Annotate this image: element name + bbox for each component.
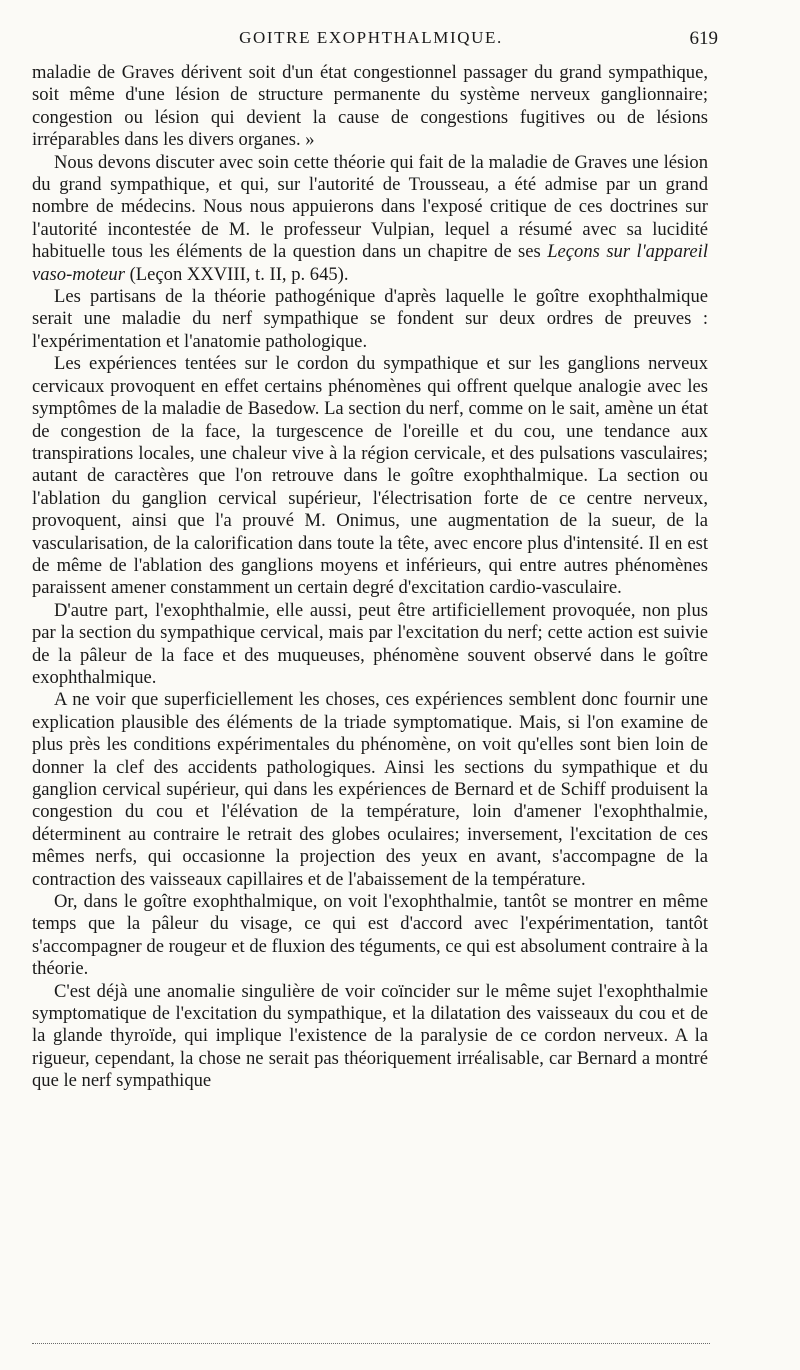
paragraph-experiences: Les expériences tentées sur le cordon du sympathique et sur les ganglions nerveux cervicaux provoquent en effet certains phénomènes qui offrent quelque analogie avec les symptômes de la maladie de Basedow. La section du nerf, comme on le sait, amène un état de congestion de la face, la turgescence de l'oreille et du cou, une tendance aux transpirations locales, une chaleur vive à la région cervicale, et des pulsations vasculaires; autant de caractères que l'on retrouve dans le goître exophthalmique. La section ou l'ablation du ganglion cervical supérieur, l'électrisation forte de ce centre nerveux, provoquent, ainsi que l'a prouvé M. Onimus, une augmentation de la sueur, de la vascularisation, de la calorification dans toute la tête, avec encore plus d'intensité. Il en est de même de l'ablation des ganglions moyens et inférieurs, qui entre autres phénomènes paraissent amener constamment un certain degré d'excitation cardio-vasculaire. [32,353,708,599]
paragraph-superficiellement: A ne voir que superficiellement les choses, ces expériences semblent donc fournir une explication plausible des éléments de la triade symptomatique. Mais, si l'on examine de plus près les conditions expérimentales du phénomène, on voit qu'elles sont bien loin de donner la clef des accidents pathologiques. Ainsi les sections du sympathique et du ganglion cervical supérieur, qui dans les expériences de Bernard et de Schiff produisent la congestion du cou et l'élévation de la température, loin d'amener l'exophthalmie, déterminent au contraire le retrait des globes oculaires; inversement, l'excitation de ces mêmes nerfs, qui occasionne la projection des yeux en avant, s'accompagne de la contraction des vaisseaux capillaires et de l'abaissement de la température. [32,689,708,890]
paragraph-text: (Leçon XXVIII, t. II, p. 645). [124,263,349,285]
page-header [30,28,718,56]
body-text [32,62,708,1093]
paragraph-partisans: Les partisans de la théorie pathogénique d'après laquelle le goître exophthalmique serait une maladie du nerf sympathique se fondent sur deux ordres de preuves : l'expérimentation et l'anatomie pathologique. [32,286,708,352]
paragraph-autre-part: D'autre part, l'exophthalmie, elle aussi, peut être artificiellement provoquée, non plus par la section du sympathique cervical, mais par l'excitation du nerf; cette action est suivie de la pâleur de la face et des muqueuses, phénomène souvent observé dans le goître exophthalmique. [32,599,708,688]
page-number: 619 [689,28,718,49]
paragraph-or: Or, dans le goître exophthalmique, on voit l'exophthalmie, tantôt se montrer en même temps que la pâleur du visage, ce qui est d'accord avec l'expérimentation, tantôt s'accompagner de rougeur et de fluxion des téguments, ce qui est absolument contraire à la théorie. [32,891,708,980]
paragraph-graves-theory [32,152,708,286]
paragraph-text: Nous devons discuter avec soin cette théorie qui fait de la maladie de Graves une lésion du grand sympathique, et qui, sur l'autorité de Trousseau, a été admise par un grand nombre de médecins. Nous nous appuierons dans l'exposé critique de ces doctrines sur l'autorité incontestée de M. le professeur Vulpian, lequel a résumé avec sa lucidité habituelle tous les éléments de la question dans un chapitre de ses [32,151,708,263]
footer-dotted-rule [32,1343,710,1344]
book-title-italic: Leçons sur l'appareil vaso-moteur [32,241,708,285]
running-title: GOITRE EXOPHTHALMIQUE. [239,28,503,47]
paragraph-continuation: maladie de Graves dérivent soit d'un état congestionnel passager du grand sympathique, soit même d'une lésion de structure permanente du système nerveux ganglionnaire; congestion ou lésion qui devient la cause de congestions fugitives ou de lésions irréparables dans les divers organes. » [32,62,708,151]
paragraph-anomalie: C'est déjà une anomalie singulière de voir coïncider sur le même sujet l'exophthalmie symptomatique de l'excitation du sympathique, et la dilatation des vaisseaux du cou et de la glande thyroïde, qui implique l'existence de la paralysie de ce cordon nerveux. A la rigueur, cependant, la chose ne serait pas théoriquement irréalisable, car Bernard a montré que le nerf sympathique [32,980,708,1092]
